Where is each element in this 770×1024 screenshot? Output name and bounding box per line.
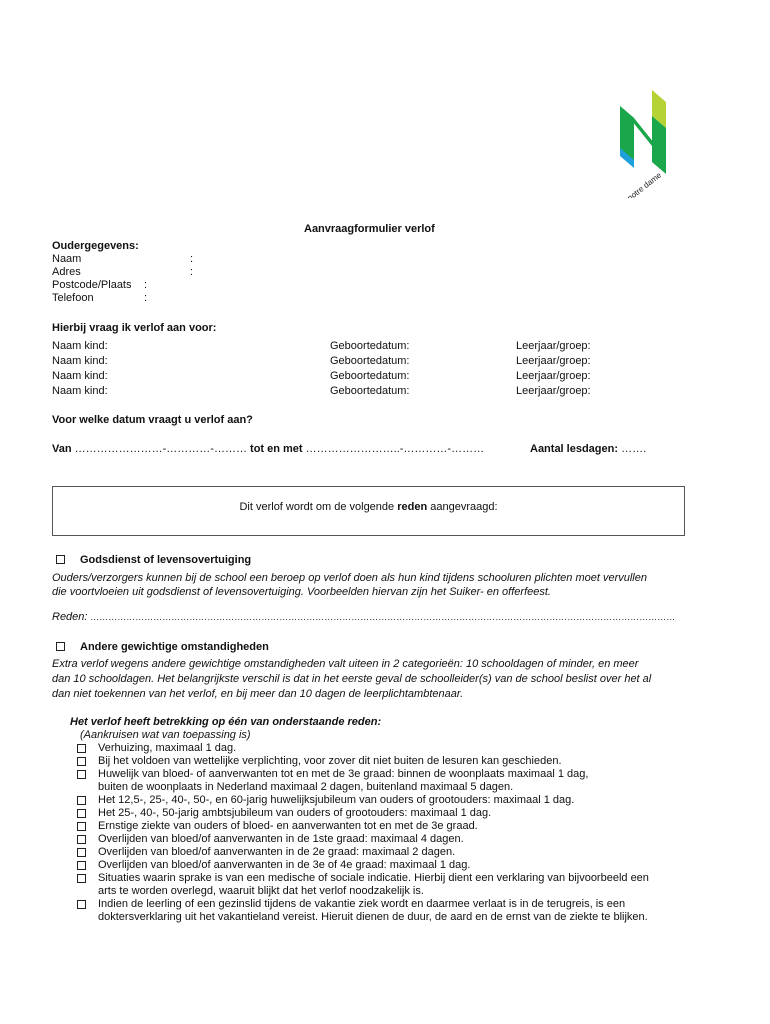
child-name-label: Naam kind: <box>52 340 108 352</box>
request-heading: Hierbij vraag ik verlof aan voor: <box>52 322 217 334</box>
tot-date-field[interactable]: ……………………..-…………-……… <box>305 443 485 455</box>
list-item <box>77 794 727 807</box>
van-date-field[interactable]: ……………………-…………-……… <box>74 443 247 455</box>
reason-box-text <box>53 501 684 513</box>
child-grade-label: Leerjaar/groep: <box>516 370 591 382</box>
reason-text: Huwelijk van bloed- of aanverwanten tot en met de 3e graad: binnen de woonplaats maximaal 1 dag, <box>98 768 589 780</box>
parent-label-adres: Adres <box>52 266 81 278</box>
list-item <box>77 807 727 820</box>
reason-box-text-before: Dit verlof wordt om de volgende <box>239 501 398 513</box>
reason-checkbox[interactable] <box>77 900 86 909</box>
other-text-line: dan 10 schooldagen. Het belangrijkste verschil is dat in het eerste geval de schoolleider(s) van de school beslist over het al <box>52 673 652 685</box>
parents-heading: Oudergegevens: <box>52 240 139 252</box>
list-item <box>77 898 727 924</box>
reasons-list <box>77 742 727 924</box>
list-item <box>77 820 727 833</box>
list-item <box>77 872 727 898</box>
section-other-title: Andere gewichtige omstandigheden <box>80 641 269 653</box>
list-item <box>77 755 727 768</box>
date-question: Voor welke datum vraagt u verlof aan? <box>52 414 253 426</box>
reason-text: arts te worden overlegd, waaruit blijkt dat het verlof noodzakelijk is. <box>98 885 424 897</box>
reason-checkbox[interactable] <box>77 861 86 870</box>
days-field[interactable]: ……. <box>621 443 647 455</box>
list-item <box>77 833 727 846</box>
religion-text-line: Ouders/verzorgers kunnen bij de school een beroep op verlof doen als hun kind tijdens schooluren plichten moet vervullen <box>52 572 647 584</box>
child-grade-label: Leerjaar/groep: <box>516 355 591 367</box>
list-item <box>77 859 727 872</box>
reason-text: Indien de leerling of een gezinslid tijdens de vakantie ziek wordt en daarmee verlaat is in de terugreis, is een <box>98 898 626 910</box>
parent-label-naam: Naam <box>52 253 82 265</box>
other-circumstances-checkbox[interactable] <box>56 642 65 651</box>
reason-text: Ernstige ziekte van ouders of bloed- en aanverwanten tot en met de 3e graad. <box>98 820 478 832</box>
other-text-line: dan niet toekennen van het verlof, en bij meer dan 10 dagen de leerplichtambtenaar. <box>52 688 464 700</box>
parent-sep: : <box>144 279 148 291</box>
child-grade-label: Leerjaar/groep: <box>516 385 591 397</box>
child-dob-label: Geboortedatum: <box>330 355 410 367</box>
parent-label-postcode: Postcode/Plaats <box>52 279 132 291</box>
notre-dame-logo <box>612 88 674 198</box>
reason-checkbox[interactable] <box>77 835 86 844</box>
child-grade-label: Leerjaar/groep: <box>516 340 591 352</box>
reason-checkbox[interactable] <box>77 744 86 753</box>
reasons-heading: Het verlof heeft betrekking op één van onderstaande reden: <box>70 716 382 728</box>
reason-box-text-bold: reden <box>397 501 428 513</box>
child-name-label: Naam kind: <box>52 385 108 397</box>
tot-label: tot en met <box>250 443 303 455</box>
section-religion-title: Godsdienst of levensovertuiging <box>80 554 252 566</box>
parent-label-telefoon: Telefoon <box>52 292 94 304</box>
reason-checkbox[interactable] <box>77 770 86 779</box>
list-item <box>77 768 727 794</box>
religion-checkbox[interactable] <box>56 555 65 564</box>
reason-text: Verhuizing, maximaal 1 dag. <box>98 742 237 754</box>
reason-text: Overlijden van bloed/of aanverwanten in de 2e graad: maximaal 2 dagen. <box>98 846 456 858</box>
reason-checkbox[interactable] <box>77 809 86 818</box>
reason-checkbox[interactable] <box>77 796 86 805</box>
religion-text-line: die voortvloeien uit godsdienst of levensovertuiging. Voorbeelden hiervan zijn het Suiker- en offerfeest. <box>52 586 551 598</box>
reason-text: Bij het voldoen van wettelijke verplichting, voor zover dit niet buiten de lesuren kan geschieden. <box>98 755 562 767</box>
reden-label: Reden: <box>52 611 88 623</box>
child-dob-label: Geboortedatum: <box>330 340 410 352</box>
reden-field[interactable]: …………………………………………………………………………………………………………………………………………………………………………… <box>90 612 676 622</box>
list-item <box>77 742 727 755</box>
days-label: Aantal lesdagen: <box>530 443 619 455</box>
section-religion <box>56 554 251 567</box>
date-line <box>52 443 484 456</box>
reasons-subheading: (Aankruisen wat van toepassing is) <box>80 729 251 741</box>
reason-box[interactable] <box>52 486 685 536</box>
reason-text: doktersverklaring uit het vakantieland vereist. Hieruit dienen de duur, de aard en de ernst van de ziekte te blijken. <box>98 911 648 923</box>
reason-text: Overlijden van bloed/of aanverwanten in de 3e of 4e graad: maximaal 1 dag. <box>98 859 471 871</box>
van-label: Van <box>52 443 72 455</box>
logo-text: notre dame <box>625 170 664 198</box>
reason-text: Situaties waarin sprake is van een medische of sociale indicatie. Hierbij dient een verklaring van bijvoorbeeld een <box>98 872 649 884</box>
reason-text: Het 25-, 40-, 50-jarig ambtsjubileum van ouders of grootouders: maximaal 1 dag. <box>98 807 492 819</box>
child-name-label: Naam kind: <box>52 370 108 382</box>
form-title: Aanvraagformulier verlof <box>304 223 435 235</box>
reason-box-text-after: aangevraagd: <box>427 501 498 513</box>
days-line <box>530 443 646 456</box>
child-dob-label: Geboortedatum: <box>330 385 410 397</box>
other-text-line: Extra verlof wegens andere gewichtige omstandigheden valt uiteen in 2 categorieën: 10 schooldagen of minder, en meer <box>52 658 639 670</box>
child-dob-label: Geboortedatum: <box>330 370 410 382</box>
parent-sep: : <box>190 266 194 278</box>
reason-checkbox[interactable] <box>77 874 86 883</box>
reason-text: Het 12,5-, 25-, 40-, 50-, en 60-jarig huwelijksjubileum van ouders of grootouders: maximaal 1 dag. <box>98 794 575 806</box>
reason-text: Overlijden van bloed/of aanverwanten in de 1ste graad: maximaal 4 dagen. <box>98 833 464 845</box>
reason-checkbox[interactable] <box>77 848 86 857</box>
list-item <box>77 846 727 859</box>
parent-sep: : <box>190 253 194 265</box>
child-name-label: Naam kind: <box>52 355 108 367</box>
parent-sep: : <box>144 292 148 304</box>
religion-reden-line <box>52 611 676 624</box>
reason-text: buiten de woonplaats in Nederland maximaal 2 dagen, buitenland maximaal 5 dagen. <box>98 781 514 793</box>
reason-checkbox[interactable] <box>77 757 86 766</box>
section-other <box>56 641 269 654</box>
reason-checkbox[interactable] <box>77 822 86 831</box>
